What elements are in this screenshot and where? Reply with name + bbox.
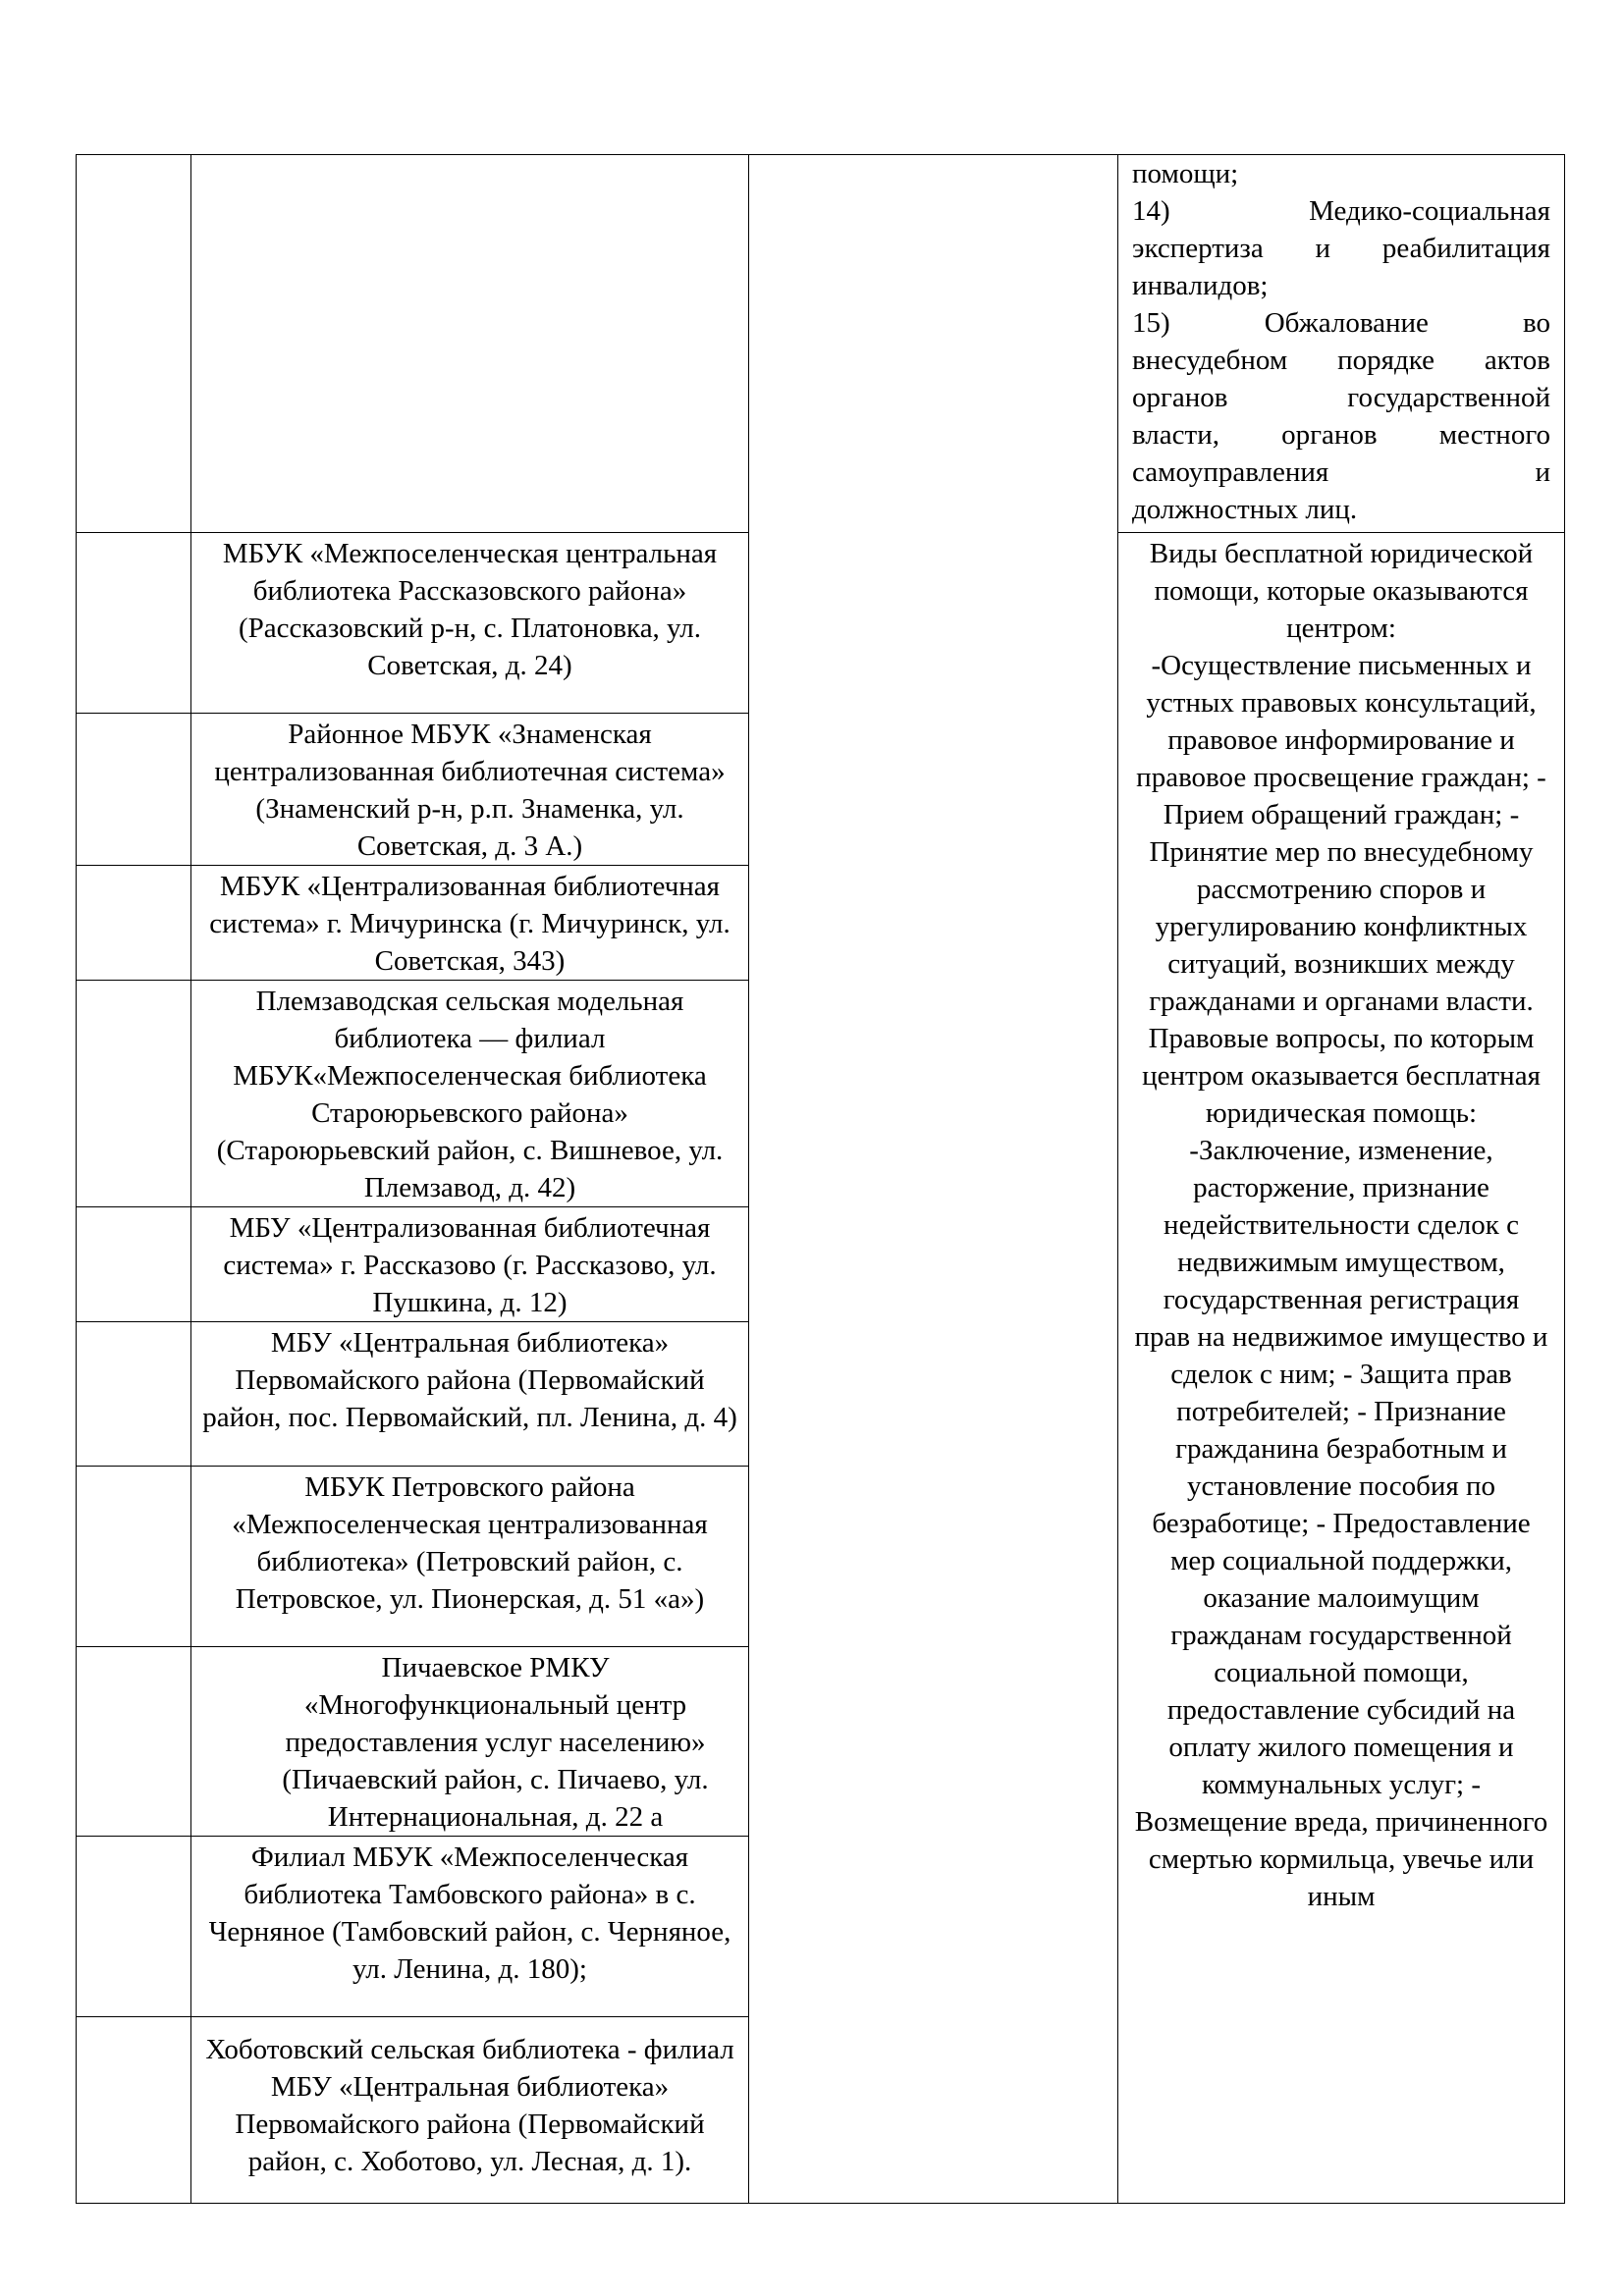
organization-cell [191, 1322, 749, 1467]
organization-text: Хоботовский сельская библиотека - филиал МБУ «Центральная библиотека» Первомайского района (Первомайский район, с. Хоботово, ул. Лесная, д. 1). [205, 2034, 734, 2177]
organization-cell [191, 981, 749, 1207]
organization-text: МБУК Петровского района «Межпоселенческая централизованная библиотека» (Петровский район, с. Петровское, ул. Пионерская, д. 51 «а») [232, 1471, 708, 1615]
services-line: самоуправления и [1132, 456, 1550, 488]
library-table [76, 154, 1565, 2204]
organization-text: Племзаводская сельская модельная библиотека — филиал МБУК«Межпоселенческая библиотека Староюрьевского района» (Староюрьевский район, с. Вишневое, ул. Племзавод, д. 42) [216, 986, 724, 1203]
number-cell [77, 866, 191, 981]
services-line: власти, органов местного [1132, 419, 1550, 451]
organization-cell [191, 1467, 749, 1647]
organization-cell [191, 714, 749, 866]
services-line: экспертиза и реабилитация [1132, 233, 1550, 264]
number-cell [77, 1467, 191, 1647]
empty-column-cell [749, 155, 1118, 2204]
organization-text: Районное МБУК «Знаменская централизованная библиотечная система» (Знаменский р-н, р.п. Знаменка, ул. Советская, д. 3 А.) [214, 719, 726, 862]
number-cell [77, 1207, 191, 1322]
organization-text: Филиал МБУК «Межпоселенческая библиотека Тамбовского района» в с. Черняное (Тамбовский район, с. Черняное, ул. Ленина, д. 180); [208, 1842, 731, 1985]
organization-cell [191, 1647, 749, 1837]
organization-cell [191, 533, 749, 714]
table-row [77, 155, 1565, 533]
organization-cell [191, 1837, 749, 2017]
services-line: инвалидов; [1132, 270, 1269, 301]
organization-cell [191, 1207, 749, 1322]
organization-text: МБУК «Межпоселенческая центральная библиотека Рассказовского района» (Рассказовский р-н, с. Платоновка, ул. Советская, д. 24) [222, 538, 718, 681]
organization-text: МБУ «Централизованная библиотечная система» г. Рассказово (г. Рассказово, ул. Пушкина, д. 12) [223, 1212, 717, 1318]
organization-cell [191, 2017, 749, 2204]
organization-text: МБУК «Централизованная библиотечная система» г. Мичуринска (г. Мичуринск, ул. Советская, 343) [209, 871, 731, 977]
number-cell [77, 1837, 191, 2017]
number-cell [77, 714, 191, 866]
number-cell [77, 1322, 191, 1467]
organization-cell [191, 866, 749, 981]
services-line: внесудебном порядке актов [1132, 345, 1550, 376]
number-cell [77, 1647, 191, 1837]
number-cell [77, 981, 191, 1207]
number-cell [77, 155, 191, 533]
services-paragraph: -Заключение, изменение, расторжение, признание недействительности сделок с недвижимым имуществом, государственная регистрация прав на недвижимое имущество и сделок с ним; - Защита прав потребителей; - Признание гражданина безработным и установление пособия по безработице; - Предоставление мер социальной поддержки, оказание малоимущим гражданам государственной социальной помощи, предоставление субсидий на оплату жилого помещения и коммунальных услуг; - Возмещение вреда, причиненного смертью кормильца, увечье или иным [1134, 1135, 1548, 1912]
services-line: помощи; [1132, 158, 1239, 189]
organization-text: Пичаевское РМКУ «Многофункциональный центр предоставления услуг населению» (Пичаевский район, с. Пичаево, ул. Интернациональная, д. 22 а [282, 1652, 709, 1833]
services-cell [1118, 533, 1565, 2204]
services-line: органов государственной [1132, 382, 1550, 413]
organization-text: МБУ «Центральная библиотека» Первомайского района (Первомайский район, пос. Первомайский, пл. Ленина, д. 4) [202, 1327, 737, 1433]
services-paragraph: -Осуществление письменных и устных правовых консультаций, правовое информирование и правовое просвещение граждан; - Прием обращений граждан; - Принятие мер по внесудебному рассмотрению споров и урегулированию конфликтных ситуаций, возникших между гражданами и органами власти. [1136, 650, 1546, 1017]
number-cell [77, 2017, 191, 2204]
organization-cell [191, 155, 749, 533]
continued-services-cell [1118, 155, 1565, 533]
services-line: должностных лиц. [1132, 494, 1358, 525]
services-line: 14) Медико-социальная [1132, 195, 1550, 227]
services-heading: Правовые вопросы, по которым центром оказывается бесплатная юридическая помощь: [1142, 1023, 1541, 1129]
number-cell [77, 533, 191, 714]
services-heading: Виды бесплатной юридической помощи, которые оказываются центром: [1149, 538, 1534, 644]
services-line: 15) Обжалование во [1132, 307, 1550, 339]
